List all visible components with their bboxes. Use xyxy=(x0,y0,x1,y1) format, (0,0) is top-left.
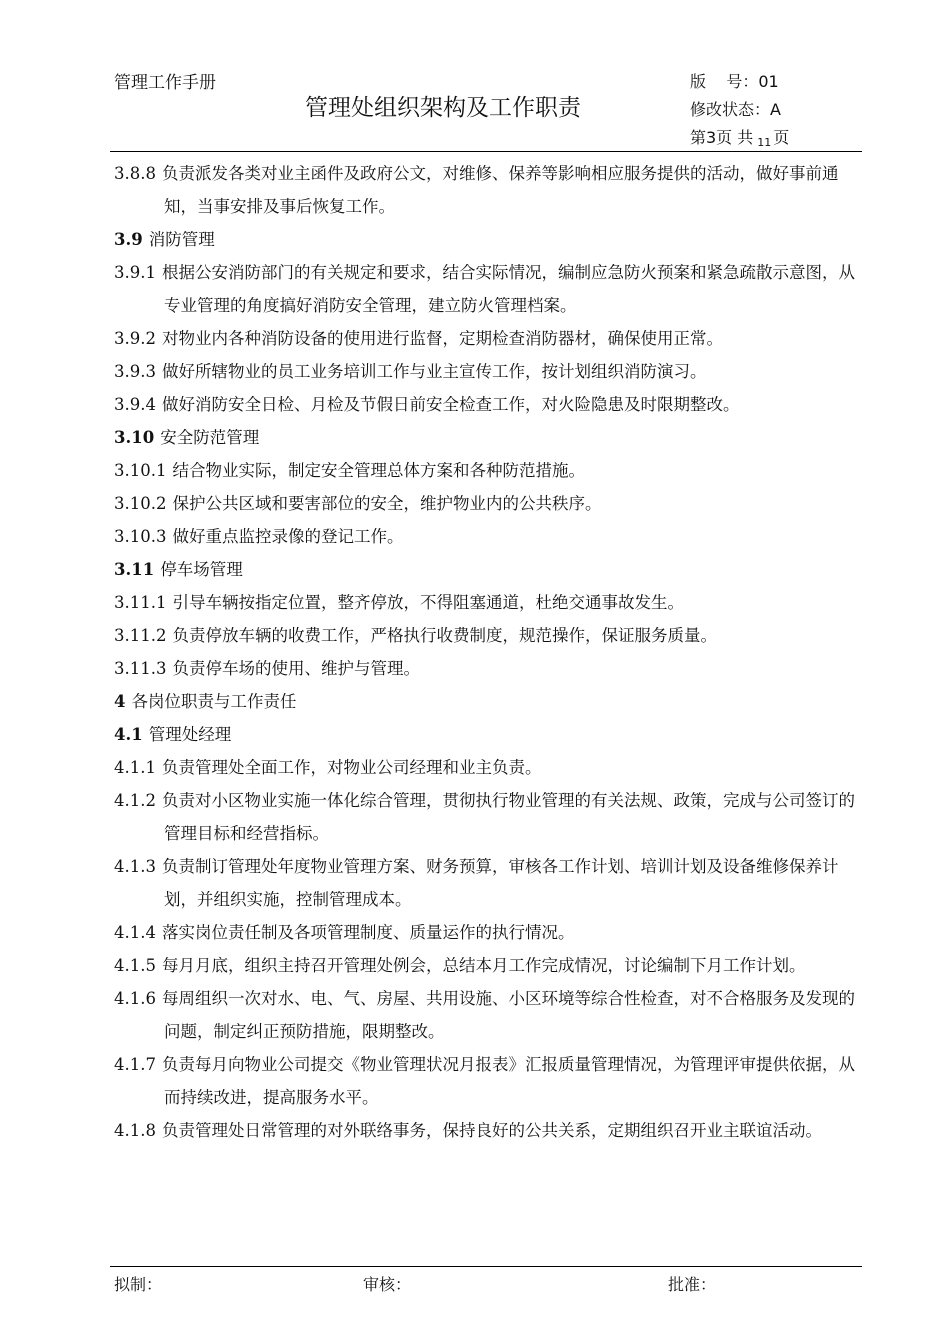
clause-number: 3.8.8 xyxy=(114,164,156,183)
clause-text: 保护公共区域和要害部位的安全，维护物业内的公共秩序。 xyxy=(172,494,602,513)
clause-number: 4 xyxy=(114,692,126,711)
clause-item xyxy=(114,388,862,421)
clause-number: 3.10.3 xyxy=(114,527,167,546)
clause-text: 结合物业实际，制定安全管理总体方案和各种防范措施。 xyxy=(172,461,585,480)
clause-number: 3.9 xyxy=(114,230,143,249)
clause-text: 根据公安消防部门的有关规定和要求，结合实际情况，编制应急防火预案和紧急疏散示意图，从专业管理的角度搞好消防安全管理，建立防火管理档案。 xyxy=(161,263,855,315)
page-prefix: 第3页 共 xyxy=(690,128,754,147)
section-heading xyxy=(114,223,862,256)
section-heading xyxy=(114,685,862,718)
clause-number: 3.10 xyxy=(114,428,155,447)
clause-number: 4.1.3 xyxy=(114,857,156,876)
clause-text: 负责派发各类对业主函件及政府公文，对维修、保养等影响相应服务提供的活动，做好事前通知，当事安排及事后恢复工作。 xyxy=(161,164,839,216)
clause-text: 引导车辆按指定位置，整齐停放，不得阻塞通道，杜绝交通事故发生。 xyxy=(172,593,684,612)
clause-number: 3.11 xyxy=(114,560,155,579)
clause-number: 3.9.3 xyxy=(114,362,156,381)
clause-text: 管理处经理 xyxy=(148,725,232,744)
clause-number: 4.1.7 xyxy=(114,1055,156,1074)
clause-item xyxy=(114,751,862,784)
clause-item xyxy=(114,322,862,355)
clause-number: 4.1.4 xyxy=(114,923,156,942)
clause-item xyxy=(114,916,862,949)
page-total: 11 xyxy=(757,136,772,149)
clause-number: 4.1 xyxy=(114,725,143,744)
document-title: 管理处组织架构及工作职责 xyxy=(305,95,581,121)
clause-text: 负责管理处日常管理的对外联络事务，保持良好的公共关系，定期组织召开业主联谊活动。 xyxy=(161,1121,822,1140)
approved-by-label: 批准： xyxy=(668,1275,717,1294)
section-heading xyxy=(114,553,862,586)
clause-item xyxy=(114,619,862,652)
clause-number: 3.9.4 xyxy=(114,395,156,414)
document-body xyxy=(114,157,862,1147)
clause-number: 4.1.6 xyxy=(114,989,156,1008)
clause-item xyxy=(114,982,862,1048)
version-value: 01 xyxy=(758,72,779,91)
clause-number: 3.11.3 xyxy=(114,659,167,678)
section-heading xyxy=(114,421,862,454)
manual-name: 管理工作手册 xyxy=(114,73,216,93)
clause-number: 4.1.1 xyxy=(114,758,156,777)
clause-item xyxy=(114,157,862,223)
clause-text: 每周组织一次对水、电、气、房屋、共用设施、小区环境等综合性检查，对不合格服务及发现的问题，制定纠正预防措施，限期整改。 xyxy=(161,989,855,1041)
clause-item xyxy=(114,949,862,982)
clause-item xyxy=(114,355,862,388)
clause-number: 3.11.1 xyxy=(114,593,167,612)
header-rule xyxy=(110,151,862,152)
clause-text: 消防管理 xyxy=(148,230,215,249)
clause-number: 3.11.2 xyxy=(114,626,167,645)
clause-text: 做好所辖物业的员工业务培训工作与业主宣传工作，按计划组织消防演习。 xyxy=(161,362,707,381)
clause-number: 4.1.2 xyxy=(114,791,156,810)
clause-text: 落实岗位责任制及各项管理制度、质量运作的执行情况。 xyxy=(161,923,575,942)
clause-text: 负责停车场的使用、维护与管理。 xyxy=(172,659,420,678)
clause-number: 3.10.1 xyxy=(114,461,167,480)
status-line xyxy=(690,96,789,124)
clause-item xyxy=(114,850,862,916)
status-label: 修改状态： xyxy=(690,100,771,119)
clause-text: 每月月底，组织主持召开管理处例会，总结本月工作完成情况，讨论编制下月工作计划。 xyxy=(161,956,806,975)
page-suffix: 页 xyxy=(773,128,790,147)
clause-text: 做好消防安全日检、月检及节假日前安全检查工作，对火险隐患及时限期整改。 xyxy=(161,395,740,414)
version-label: 版 号： xyxy=(690,72,759,91)
clause-number: 3.10.2 xyxy=(114,494,167,513)
drafted-by-label: 拟制： xyxy=(114,1275,163,1294)
clause-text: 对物业内各种消防设备的使用进行监督，定期检查消防器材，确保使用正常。 xyxy=(161,329,723,348)
clause-item xyxy=(114,1048,862,1114)
clause-item xyxy=(114,586,862,619)
clause-number: 3.9.1 xyxy=(114,263,156,282)
clause-text: 负责制订管理处年度物业管理方案、财务预算，审核各工作计划、培训计划及设备维修保养计划，并组织实施，控制管理成本。 xyxy=(161,857,839,909)
section-heading xyxy=(114,718,862,751)
page-line xyxy=(690,124,789,157)
clause-item xyxy=(114,1114,862,1147)
clause-text: 各岗位职责与工作责任 xyxy=(131,692,297,711)
clause-text: 停车场管理 xyxy=(160,560,243,579)
status-value: A xyxy=(770,100,781,119)
clause-text: 负责停放车辆的收费工作，严格执行收费制度，规范操作，保证服务质量。 xyxy=(172,626,717,645)
clause-text: 做好重点监控录像的登记工作。 xyxy=(172,527,404,546)
clause-item xyxy=(114,652,862,685)
clause-number: 3.9.2 xyxy=(114,329,156,348)
clause-item xyxy=(114,784,862,850)
version-line xyxy=(690,68,789,96)
clause-item xyxy=(114,520,862,553)
clause-text: 负责管理处全面工作，对物业公司经理和业主负责。 xyxy=(161,758,542,777)
clause-item xyxy=(114,487,862,520)
clause-number: 4.1.5 xyxy=(114,956,156,975)
clause-number: 4.1.8 xyxy=(114,1121,156,1140)
reviewed-by-label: 审核： xyxy=(363,1275,412,1294)
footer-rule xyxy=(110,1266,862,1267)
clause-text: 负责每月向物业公司提交《物业管理状况月报表》汇报质量管理情况，为管理评审提供依据，从而持续改进，提高服务水平。 xyxy=(161,1055,855,1107)
clause-text: 负责对小区物业实施一体化综合管理，贯彻执行物业管理的有关法规、政策，完成与公司签订的管理目标和经营指标。 xyxy=(161,791,855,843)
document-meta xyxy=(690,68,789,157)
clause-item xyxy=(114,454,862,487)
clause-text: 安全防范管理 xyxy=(160,428,260,447)
clause-item xyxy=(114,256,862,322)
